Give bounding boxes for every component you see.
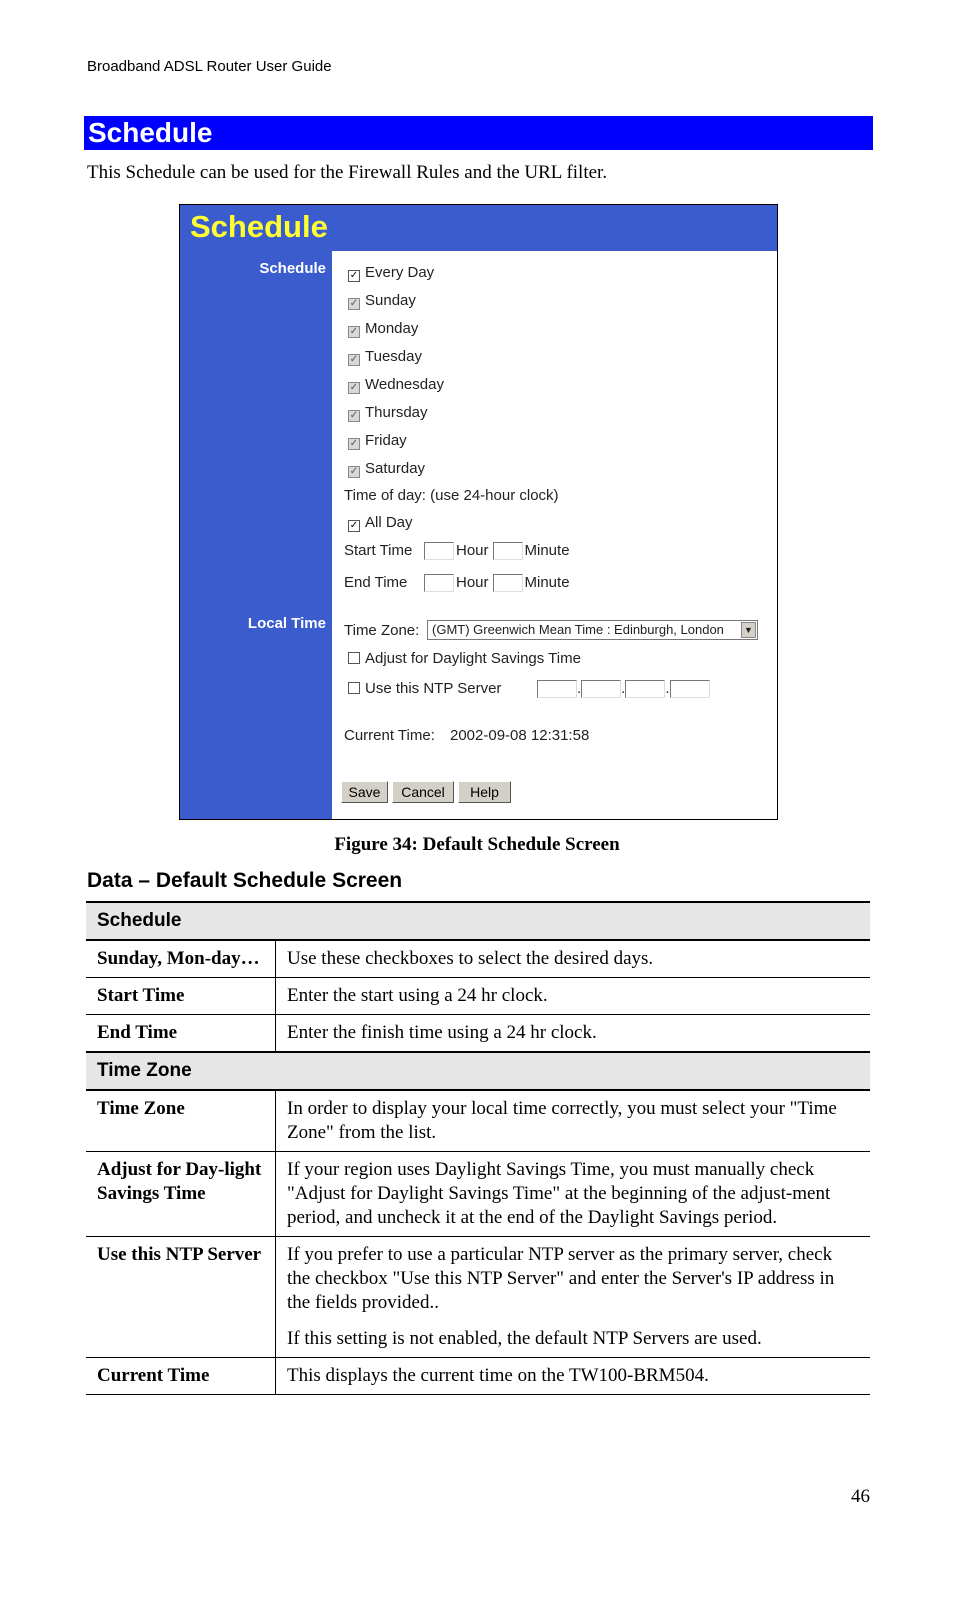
section-header-label: Time Zone [97, 1060, 192, 1081]
end-hour-input[interactable] [424, 574, 454, 592]
ntp-ip-octet-1[interactable] [537, 680, 577, 698]
row-term: Current Time [86, 1358, 276, 1395]
description-paragraph: If this setting is not enabled, the default NTP Servers are used. [287, 1328, 762, 1349]
day-checkbox[interactable]: ✓ [349, 354, 359, 365]
sidebar-panel [180, 205, 332, 819]
local-time-side-label: Local Time [247, 615, 326, 632]
data-table [86, 901, 870, 1395]
time-of-day-label: Time of day: (use 24-hour clock) [344, 487, 559, 504]
row-description [276, 978, 871, 1015]
end-time-row [344, 574, 570, 592]
day-checkbox[interactable]: ✓ [349, 438, 359, 449]
row-description [276, 1358, 871, 1395]
day-row[interactable] [348, 320, 418, 338]
ip-dot: . [665, 680, 670, 697]
intro-text: This Schedule can be used for the Firewall Rules and the URL filter. [87, 162, 608, 183]
row-description [276, 1090, 871, 1152]
time-zone-select[interactable] [427, 620, 758, 640]
data-heading: Data – Default Schedule Screen [87, 869, 403, 892]
day-label: Friday [365, 432, 407, 449]
description-paragraph: If your region uses Daylight Savings Time, you must manually check "Adjust for Daylight Savings Time" at the beginning of the adjust-ment period, and uncheck it at the end of the Daylight Savings period. [287, 1159, 831, 1228]
all-day-label: All Day [365, 514, 413, 531]
dst-label: Adjust for Daylight Savings Time [365, 650, 581, 667]
start-time-row [344, 542, 570, 560]
row-description [276, 1015, 871, 1053]
all-day-checkbox[interactable]: ✓ [349, 520, 359, 531]
running-header: Broadband ADSL Router User Guide [87, 58, 332, 75]
day-checkbox[interactable]: ✓ [349, 382, 359, 393]
row-description [276, 1152, 871, 1237]
day-label: Tuesday [365, 348, 422, 365]
day-checkbox[interactable]: ✓ [349, 298, 359, 309]
table-row [86, 1015, 870, 1053]
ip-dot: . [621, 680, 626, 697]
day-label: Every Day [365, 264, 435, 281]
day-row[interactable] [348, 432, 407, 450]
ntp-row [348, 680, 710, 698]
row-description [276, 1237, 871, 1358]
description-paragraph: If you prefer to use a particular NTP server as the primary server, check the checkbox "Use this NTP Server" and enter the Server's IP address in the fields provided.. [287, 1244, 835, 1313]
save-button[interactable]: Save [341, 781, 388, 803]
current-time-value: 2002-09-08 12:31:58 [450, 727, 590, 744]
help-button[interactable]: Help [458, 781, 511, 803]
schedule-side-label: Schedule [259, 260, 326, 277]
ntp-ip-octet-4[interactable] [670, 680, 710, 698]
description-paragraph: Use these checkboxes to select the desired days. [287, 948, 654, 969]
time-zone-label: Time Zone: [344, 622, 420, 639]
section-title: Schedule [84, 116, 873, 150]
day-checkbox[interactable]: ✓ [349, 410, 359, 421]
day-row[interactable] [348, 348, 422, 366]
cancel-button[interactable]: Cancel [392, 781, 454, 803]
dst-checkbox[interactable] [348, 652, 360, 664]
page-number: 46 [851, 1486, 870, 1507]
day-checkbox[interactable]: ✓ [349, 326, 359, 337]
day-row[interactable] [348, 376, 444, 394]
all-day-row[interactable] [348, 514, 413, 532]
hour-label: Hour [456, 542, 489, 559]
minute-label: Minute [524, 542, 570, 559]
day-label: Wednesday [365, 376, 444, 393]
table-section-header [86, 1052, 870, 1090]
end-time-label: End Time [344, 574, 408, 591]
ntp-label: Use this NTP Server [365, 680, 502, 697]
row-term: Use this NTP Server [86, 1237, 276, 1358]
ntp-ip-octet-2[interactable] [581, 680, 621, 698]
start-time-label: Start Time [344, 542, 413, 559]
day-checkbox[interactable]: ✓ [349, 466, 359, 477]
ntp-checkbox[interactable] [348, 682, 360, 694]
time-zone-value: (GMT) Greenwich Mean Time : Edinburgh, London [432, 622, 724, 637]
day-row[interactable] [348, 264, 434, 282]
day-row[interactable] [348, 404, 428, 422]
day-label: Saturday [365, 460, 426, 477]
dst-row[interactable] [348, 650, 581, 667]
hour-label: Hour [456, 574, 489, 591]
day-label: Thursday [365, 404, 428, 421]
table-row [86, 978, 870, 1015]
start-minute-input[interactable] [493, 542, 523, 560]
chevron-down-icon[interactable]: ▼ [741, 622, 756, 638]
day-checkbox[interactable]: ✓ [349, 270, 359, 281]
row-description [276, 940, 871, 978]
table-row [86, 940, 870, 978]
section-header-label: Schedule [97, 910, 182, 931]
table-row [86, 1358, 870, 1395]
description-paragraph: Enter the start using a 24 hr clock. [287, 985, 548, 1006]
row-term: Time Zone [86, 1090, 276, 1152]
table-row [86, 1152, 870, 1237]
day-row[interactable] [348, 460, 425, 478]
table-section-header [86, 902, 870, 940]
figure-caption: Figure 34: Default Schedule Screen [334, 834, 620, 855]
end-minute-input[interactable] [493, 574, 523, 592]
start-hour-input[interactable] [424, 542, 454, 560]
description-paragraph: This displays the current time on the TW100-BRM504. [287, 1365, 709, 1386]
row-term: Adjust for Day-light Savings Time [86, 1152, 276, 1237]
table-row [86, 1090, 870, 1152]
ntp-ip-octet-3[interactable] [625, 680, 665, 698]
day-label: Monday [365, 320, 419, 337]
current-time-row [344, 727, 589, 744]
schedule-screenshot [179, 204, 778, 820]
table-row [86, 1237, 870, 1358]
day-row[interactable] [348, 292, 416, 310]
row-term: End Time [86, 1015, 276, 1053]
screen-title: Schedule [190, 209, 328, 244]
description-paragraph: Enter the finish time using a 24 hr clock. [287, 1022, 597, 1043]
row-term: Sunday, Mon-day… [86, 940, 276, 978]
current-time-label: Current Time: [344, 727, 435, 744]
day-label: Sunday [365, 292, 416, 309]
row-term: Start Time [86, 978, 276, 1015]
description-paragraph: In order to display your local time correctly, you must select your "Time Zone" from the list. [287, 1098, 837, 1143]
ip-dot: . [577, 680, 582, 697]
minute-label: Minute [524, 574, 570, 591]
